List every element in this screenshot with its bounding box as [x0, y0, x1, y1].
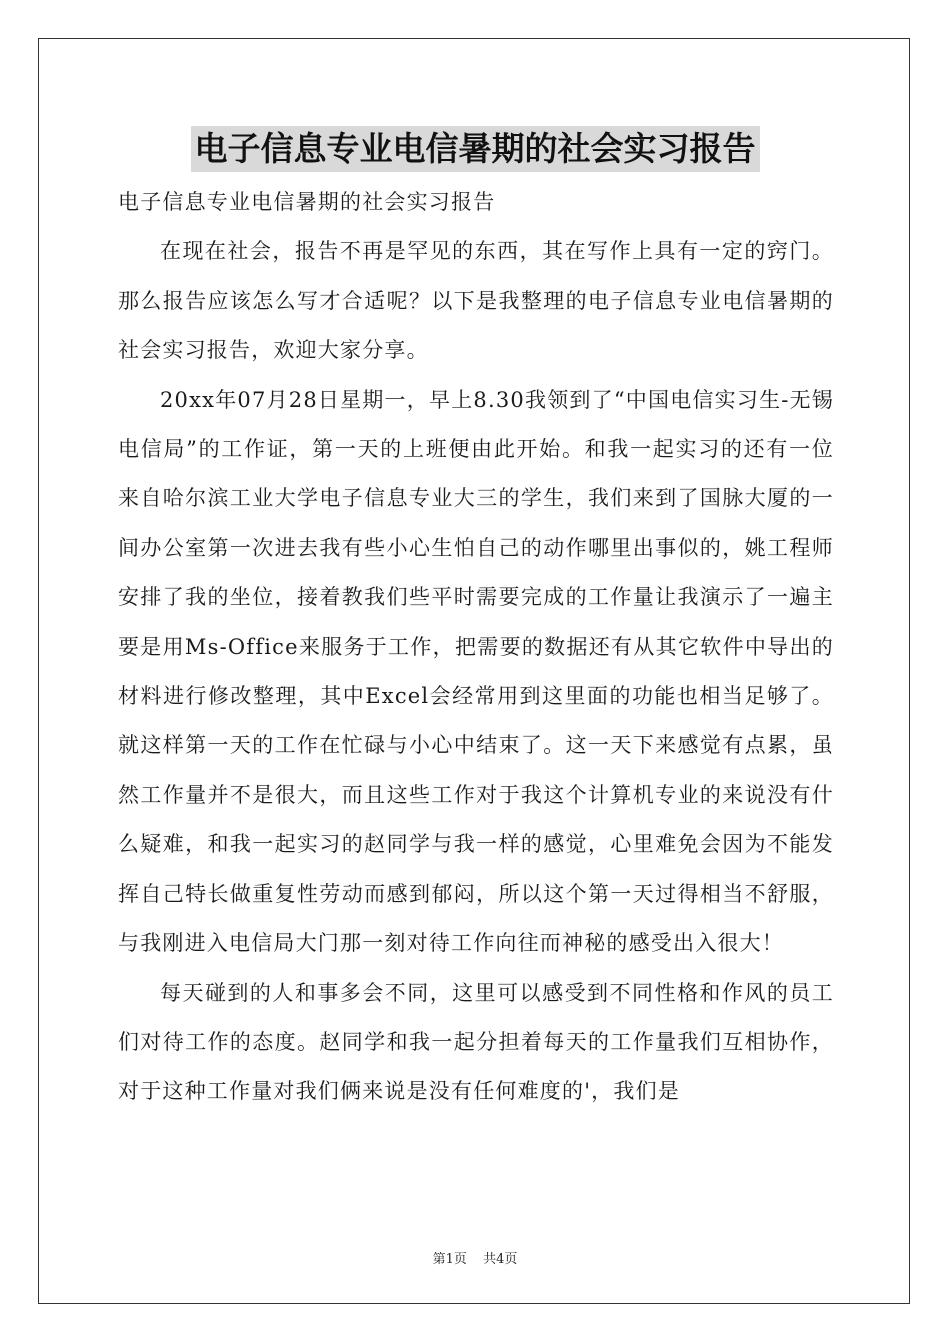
title-container — [0, 126, 950, 172]
document-subtitle: 电子信息专业电信暑期的社会实习报告 — [118, 190, 496, 214]
document-title: 电子信息专业电信暑期的社会实习报告 — [191, 126, 760, 172]
document-body — [118, 178, 834, 1117]
paragraph-daily-work: 每天碰到的人和事多会不同，这里可以感受到不同性格和作风的员工们对待工作的态度。赵同学和我一起分担着每天的工作量我们互相协作，对于这种工作量对我们俩来说是没有任何难度的'，我们是 — [118, 980, 834, 1104]
page-number-total: 共4页 — [483, 1252, 518, 1267]
page-number-current: 第1页 — [432, 1252, 467, 1267]
paragraph-first-day: 20xx年07月28日星期一，早上8.30我领到了“中国电信实习生-无锡电信局”的工作证，第一天的上班便由此开始。和我一起实习的还有一位来自哈尔滨工业大学电子信息专业大三的学生，我们来到了国脉大厦的一间办公室第一次进去我有些小心生怕自己的动作哪里出事似的，姚工程师安排了我的坐位，接着教我们些平时需要完成的工作量让我演示了一遍主要是用Ms-Office来服务于工作，把需要的数据还有从其它软件中导出的材料进行修改整理，其中Excel会经常用到这里面的功能也相当足够了。就这样第一天的工作在忙碌与小心中结束了。这一天下来感觉有点累，虽然工作量并不是很大，而且这些工作对于我这个计算机专业的来说没有什么疑难，和我一起实习的赵同学与我一样的感觉，心里难免会因为不能发挥自己特长做重复性劳动而感到郁闷，所以这个第一天过得相当不舒服，与我刚进入电信局大门那一刻对待工作向往而神秘的感受出入很大！ — [118, 387, 834, 956]
paragraph-intro: 在现在社会，报告不再是罕见的东西，其在写作上具有一定的窍门。那么报告应该怎么写才合适呢？以下是我整理的电子信息专业电信暑期的社会实习报告，欢迎大家分享。 — [118, 239, 834, 363]
page-footer — [0, 1248, 950, 1267]
